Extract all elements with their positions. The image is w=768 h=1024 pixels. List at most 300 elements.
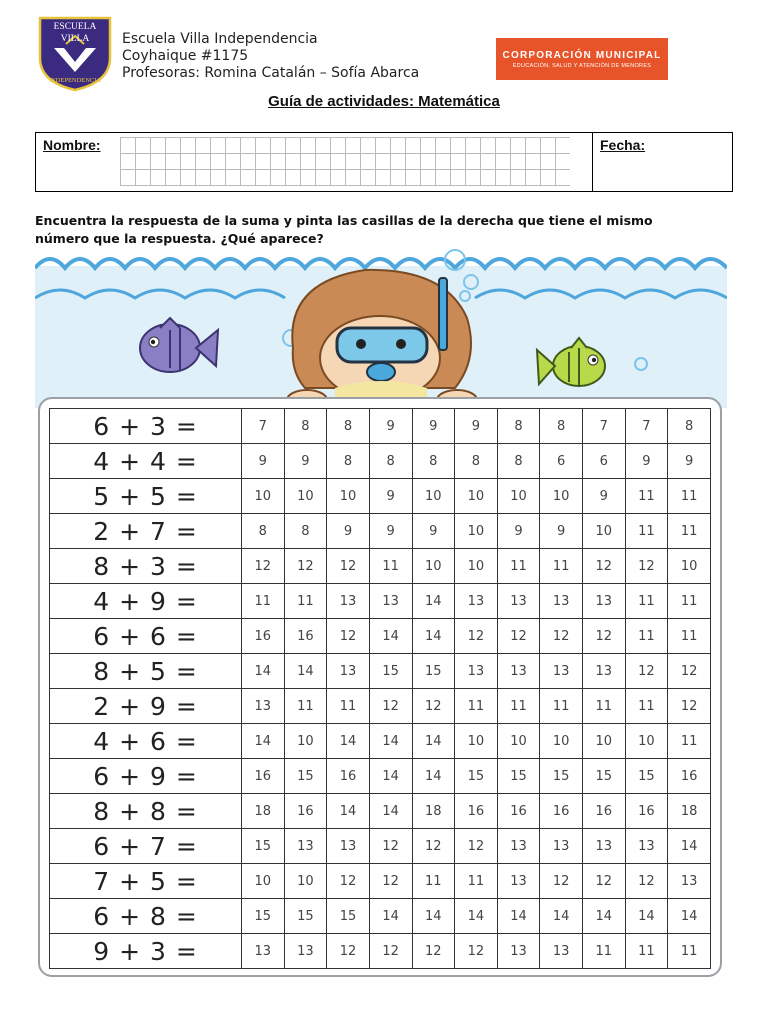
equation-cell: 6 + 7 =: [50, 829, 242, 864]
table-row: [50, 619, 711, 654]
letter-box: [526, 170, 541, 186]
number-cell[interactable]: 14: [412, 759, 455, 794]
letter-box: [121, 138, 136, 154]
letter-box: [121, 170, 136, 186]
number-cell[interactable]: 14: [412, 724, 455, 759]
number-cell[interactable]: 12: [583, 619, 626, 654]
letter-box: [226, 170, 241, 186]
number-cell[interactable]: 15: [455, 759, 498, 794]
number-cell[interactable]: 10: [625, 724, 668, 759]
number-cell[interactable]: 16: [625, 794, 668, 829]
number-cell[interactable]: 6: [583, 444, 626, 479]
number-cell[interactable]: 8: [455, 444, 498, 479]
crest-top-text: ESCUELA: [53, 22, 97, 32]
number-cell[interactable]: 12: [327, 934, 370, 969]
number-cell[interactable]: 9: [369, 479, 412, 514]
number-cell[interactable]: 13: [284, 934, 327, 969]
number-cell[interactable]: 9: [668, 444, 711, 479]
letter-box: [406, 138, 421, 154]
number-cell[interactable]: 18: [412, 794, 455, 829]
table-row: [50, 864, 711, 899]
page-title: Guía de actividades: Matemática: [268, 93, 500, 110]
number-cell[interactable]: 14: [284, 654, 327, 689]
letter-box: [451, 138, 466, 154]
table-row: [50, 654, 711, 689]
number-cell[interactable]: 13: [540, 934, 583, 969]
equation-cell: 4 + 4 =: [50, 444, 242, 479]
letter-box: [526, 154, 541, 170]
number-cell[interactable]: 12: [412, 689, 455, 724]
number-cell[interactable]: 8: [540, 409, 583, 444]
number-cell[interactable]: 15: [412, 654, 455, 689]
letter-box: [226, 154, 241, 170]
number-cell[interactable]: 12: [369, 934, 412, 969]
letter-box: [301, 154, 316, 170]
number-cell[interactable]: 13: [497, 864, 540, 899]
letter-box: [196, 154, 211, 170]
number-cell[interactable]: 14: [369, 759, 412, 794]
underwater-scene: [35, 248, 727, 408]
name-letter-grid[interactable]: [120, 137, 570, 187]
number-cell[interactable]: 11: [540, 689, 583, 724]
number-cell[interactable]: 14: [625, 899, 668, 934]
table-row: [50, 794, 711, 829]
number-cell[interactable]: 10: [455, 724, 498, 759]
number-cell[interactable]: 12: [412, 829, 455, 864]
letter-box: [196, 138, 211, 154]
number-cell[interactable]: 11: [583, 934, 626, 969]
letter-box: [376, 138, 391, 154]
number-cell[interactable]: 12: [455, 934, 498, 969]
number-cell[interactable]: 14: [369, 794, 412, 829]
number-cell[interactable]: 14: [242, 654, 285, 689]
equation-cell: 4 + 6 =: [50, 724, 242, 759]
number-cell[interactable]: 10: [668, 549, 711, 584]
number-cell[interactable]: 10: [455, 549, 498, 584]
number-cell[interactable]: 10: [327, 479, 370, 514]
letter-box: [466, 154, 481, 170]
number-cell[interactable]: 14: [369, 899, 412, 934]
letter-box: [211, 138, 226, 154]
number-cell[interactable]: 13: [583, 584, 626, 619]
letter-box: [136, 138, 151, 154]
number-cell[interactable]: 14: [455, 899, 498, 934]
number-cell[interactable]: 14: [369, 724, 412, 759]
letter-box: [241, 154, 256, 170]
teachers-line: Profesoras: Romina Catalán – Sofía Abarca: [122, 65, 420, 81]
number-cell[interactable]: 6: [540, 444, 583, 479]
letter-box: [346, 138, 361, 154]
number-cell[interactable]: 11: [242, 584, 285, 619]
table-row: [50, 899, 711, 934]
number-cell[interactable]: 15: [369, 654, 412, 689]
letter-box: [151, 170, 166, 186]
number-cell[interactable]: 16: [242, 759, 285, 794]
number-cell[interactable]: 16: [497, 794, 540, 829]
number-cell[interactable]: 10: [583, 514, 626, 549]
letter-box: [301, 138, 316, 154]
number-cell[interactable]: 9: [242, 444, 285, 479]
number-cell[interactable]: 15: [327, 899, 370, 934]
number-cell[interactable]: 16: [284, 619, 327, 654]
number-cell[interactable]: 12: [668, 689, 711, 724]
number-cell[interactable]: 10: [497, 479, 540, 514]
letter-box: [376, 170, 391, 186]
number-cell[interactable]: 13: [242, 689, 285, 724]
date-label: Fecha:: [600, 137, 646, 153]
number-cell[interactable]: 11: [668, 619, 711, 654]
number-cell[interactable]: 11: [625, 619, 668, 654]
letter-box: [361, 154, 376, 170]
number-cell[interactable]: 8: [284, 409, 327, 444]
number-cell[interactable]: 11: [583, 689, 626, 724]
number-cell[interactable]: 11: [455, 689, 498, 724]
number-cell[interactable]: 15: [540, 759, 583, 794]
number-cell[interactable]: 10: [455, 514, 498, 549]
corporation-logo-icon: [496, 38, 668, 80]
school-info: [122, 31, 419, 82]
number-cell[interactable]: 16: [540, 794, 583, 829]
equation-cell: 6 + 8 =: [50, 899, 242, 934]
table-row: [50, 409, 711, 444]
number-cell[interactable]: 10: [284, 864, 327, 899]
number-cell[interactable]: 9: [583, 479, 626, 514]
number-cell[interactable]: 11: [625, 584, 668, 619]
number-cell[interactable]: 9: [412, 514, 455, 549]
number-cell[interactable]: 8: [497, 444, 540, 479]
number-cell[interactable]: 8: [369, 444, 412, 479]
number-cell[interactable]: 16: [242, 619, 285, 654]
number-cell[interactable]: 10: [497, 724, 540, 759]
number-cell[interactable]: 8: [327, 444, 370, 479]
number-cell[interactable]: 15: [497, 759, 540, 794]
letter-box: [271, 138, 286, 154]
number-cell[interactable]: 7: [625, 409, 668, 444]
number-cell[interactable]: 13: [327, 584, 370, 619]
number-cell[interactable]: 12: [625, 549, 668, 584]
number-cell[interactable]: 14: [327, 794, 370, 829]
table-row: [50, 514, 711, 549]
number-cell[interactable]: 13: [242, 934, 285, 969]
table-row: [50, 759, 711, 794]
equation-cell: 9 + 3 =: [50, 934, 242, 969]
number-cell[interactable]: 12: [540, 619, 583, 654]
number-cell[interactable]: 12: [583, 549, 626, 584]
number-cell[interactable]: 10: [284, 479, 327, 514]
letter-box: [541, 138, 556, 154]
number-cell[interactable]: 9: [497, 514, 540, 549]
letter-box: [286, 138, 301, 154]
puzzle-table: [49, 408, 711, 969]
number-cell[interactable]: 14: [412, 899, 455, 934]
letter-box: [436, 154, 451, 170]
letter-box: [421, 154, 436, 170]
number-cell[interactable]: 11: [668, 724, 711, 759]
number-cell[interactable]: 13: [327, 829, 370, 864]
school-crest-icon: [36, 14, 114, 92]
letter-box: [511, 170, 526, 186]
number-cell[interactable]: 12: [625, 654, 668, 689]
number-cell[interactable]: 13: [583, 654, 626, 689]
letter-box: [436, 138, 451, 154]
letter-box: [331, 170, 346, 186]
letter-box: [346, 170, 361, 186]
number-cell[interactable]: 13: [540, 829, 583, 864]
letter-box: [541, 154, 556, 170]
school-name: Escuela Villa Independencia: [122, 31, 318, 47]
number-cell[interactable]: 13: [497, 584, 540, 619]
equation-cell: 2 + 7 =: [50, 514, 242, 549]
letter-box: [496, 154, 511, 170]
number-cell[interactable]: 8: [242, 514, 285, 549]
letter-box: [526, 138, 541, 154]
number-cell[interactable]: 11: [668, 514, 711, 549]
number-cell[interactable]: 11: [327, 689, 370, 724]
letter-box: [556, 154, 571, 170]
number-cell[interactable]: 10: [540, 479, 583, 514]
letter-box: [256, 154, 271, 170]
student-info-box: [35, 132, 733, 192]
number-cell[interactable]: 13: [284, 829, 327, 864]
letter-box: [211, 154, 226, 170]
letter-box: [181, 170, 196, 186]
equation-cell: 6 + 3 =: [50, 409, 242, 444]
equation-cell: 6 + 6 =: [50, 619, 242, 654]
number-cell[interactable]: 13: [327, 654, 370, 689]
number-cell[interactable]: 15: [242, 829, 285, 864]
number-cell[interactable]: 10: [455, 479, 498, 514]
letter-box: [301, 170, 316, 186]
letter-box: [481, 138, 496, 154]
table-row: [50, 479, 711, 514]
number-cell[interactable]: 14: [497, 899, 540, 934]
letter-box: [331, 154, 346, 170]
table-row: [50, 829, 711, 864]
number-cell[interactable]: 16: [668, 759, 711, 794]
number-cell[interactable]: 12: [497, 619, 540, 654]
letter-box: [496, 170, 511, 186]
letter-box: [466, 170, 481, 186]
letter-box: [316, 138, 331, 154]
number-cell[interactable]: 8: [412, 444, 455, 479]
equation-cell: 7 + 5 =: [50, 864, 242, 899]
number-cell[interactable]: 15: [583, 759, 626, 794]
number-cell[interactable]: 13: [625, 829, 668, 864]
number-cell[interactable]: 16: [284, 794, 327, 829]
letter-box: [241, 170, 256, 186]
number-cell[interactable]: 14: [412, 619, 455, 654]
number-cell[interactable]: 10: [242, 864, 285, 899]
number-cell[interactable]: 9: [369, 409, 412, 444]
number-cell[interactable]: 13: [540, 654, 583, 689]
letter-box: [556, 170, 571, 186]
number-cell[interactable]: 10: [284, 724, 327, 759]
number-cell[interactable]: 12: [455, 619, 498, 654]
number-cell[interactable]: 11: [625, 514, 668, 549]
number-cell[interactable]: 11: [497, 549, 540, 584]
number-cell[interactable]: 13: [497, 934, 540, 969]
number-cell[interactable]: 14: [327, 724, 370, 759]
number-cell[interactable]: 11: [412, 864, 455, 899]
letter-box: [286, 154, 301, 170]
letter-box: [451, 154, 466, 170]
number-cell[interactable]: 14: [668, 899, 711, 934]
letter-box: [376, 154, 391, 170]
letter-box: [166, 170, 181, 186]
number-cell[interactable]: 13: [668, 864, 711, 899]
number-cell[interactable]: 11: [369, 549, 412, 584]
equation-cell: 4 + 9 =: [50, 584, 242, 619]
number-cell[interactable]: 12: [369, 864, 412, 899]
number-cell[interactable]: 12: [583, 864, 626, 899]
number-cell[interactable]: 15: [284, 899, 327, 934]
letter-box: [136, 170, 151, 186]
letter-box: [166, 138, 181, 154]
number-cell[interactable]: 8: [497, 409, 540, 444]
number-cell[interactable]: 12: [284, 549, 327, 584]
letter-box: [286, 170, 301, 186]
number-cell[interactable]: 13: [540, 584, 583, 619]
number-cell[interactable]: 14: [369, 619, 412, 654]
number-cell[interactable]: 14: [412, 584, 455, 619]
number-cell[interactable]: 12: [327, 619, 370, 654]
number-cell[interactable]: 8: [668, 409, 711, 444]
letter-box: [556, 138, 571, 154]
number-cell[interactable]: 12: [625, 864, 668, 899]
number-cell[interactable]: 11: [625, 934, 668, 969]
number-cell[interactable]: 18: [668, 794, 711, 829]
number-cell[interactable]: 10: [412, 479, 455, 514]
number-cell[interactable]: 9: [412, 409, 455, 444]
letter-box: [406, 170, 421, 186]
number-cell[interactable]: 16: [583, 794, 626, 829]
number-cell[interactable]: 11: [284, 689, 327, 724]
letter-box: [511, 138, 526, 154]
number-cell[interactable]: 11: [625, 689, 668, 724]
number-cell[interactable]: 7: [583, 409, 626, 444]
number-cell[interactable]: 15: [625, 759, 668, 794]
number-cell[interactable]: 11: [668, 584, 711, 619]
number-cell[interactable]: 13: [497, 654, 540, 689]
number-cell[interactable]: 10: [412, 549, 455, 584]
number-cell[interactable]: 12: [412, 934, 455, 969]
number-cell[interactable]: 13: [455, 584, 498, 619]
letter-box: [121, 154, 136, 170]
number-cell[interactable]: 11: [497, 689, 540, 724]
number-cell[interactable]: 7: [242, 409, 285, 444]
number-cell[interactable]: 10: [583, 724, 626, 759]
number-cell[interactable]: 11: [625, 479, 668, 514]
number-cell[interactable]: 12: [668, 654, 711, 689]
number-cell[interactable]: 8: [284, 514, 327, 549]
table-row: [50, 934, 711, 969]
equation-cell: 2 + 9 =: [50, 689, 242, 724]
number-cell[interactable]: 11: [668, 479, 711, 514]
letter-box: [466, 138, 481, 154]
name-label: Nombre:: [43, 137, 101, 153]
letter-box: [271, 154, 286, 170]
table-row: [50, 584, 711, 619]
letter-box: [316, 154, 331, 170]
number-cell[interactable]: 18: [242, 794, 285, 829]
number-cell[interactable]: 10: [242, 479, 285, 514]
letter-box: [226, 138, 241, 154]
number-cell[interactable]: 13: [369, 584, 412, 619]
crest-middle-text: VILLA: [60, 34, 90, 44]
letter-box: [421, 138, 436, 154]
letter-box: [451, 170, 466, 186]
number-cell[interactable]: 12: [242, 549, 285, 584]
number-cell[interactable]: 14: [583, 899, 626, 934]
letter-box: [421, 170, 436, 186]
number-cell[interactable]: 9: [284, 444, 327, 479]
number-cell[interactable]: 11: [284, 584, 327, 619]
table-row: [50, 549, 711, 584]
equation-cell: 5 + 5 =: [50, 479, 242, 514]
number-cell[interactable]: 13: [497, 829, 540, 864]
letter-box: [256, 138, 271, 154]
letter-box: [541, 170, 556, 186]
number-cell[interactable]: 11: [540, 549, 583, 584]
corporation-subtitle: EDUCACIÓN, SALUD Y ATENCIÓN DE MENORES: [512, 63, 652, 69]
letter-box: [136, 154, 151, 170]
letter-box: [316, 170, 331, 186]
number-cell[interactable]: 10: [540, 724, 583, 759]
number-cell[interactable]: 13: [455, 654, 498, 689]
number-cell[interactable]: 12: [327, 864, 370, 899]
number-cell[interactable]: 14: [242, 724, 285, 759]
table-row: [50, 444, 711, 479]
number-cell[interactable]: 15: [242, 899, 285, 934]
number-cell[interactable]: 9: [625, 444, 668, 479]
number-cell[interactable]: 9: [540, 514, 583, 549]
number-cell[interactable]: 13: [583, 829, 626, 864]
letter-box: [151, 138, 166, 154]
number-cell[interactable]: 16: [327, 759, 370, 794]
letter-box: [481, 154, 496, 170]
letter-box: [391, 170, 406, 186]
letter-box: [241, 138, 256, 154]
number-cell[interactable]: 11: [455, 864, 498, 899]
number-cell[interactable]: 8: [327, 409, 370, 444]
number-cell[interactable]: 12: [455, 829, 498, 864]
number-cell[interactable]: 9: [455, 409, 498, 444]
number-cell[interactable]: 9: [369, 514, 412, 549]
instructions-text: Encuentra la respuesta de la suma y pinta las casillas de la derecha que tiene el mismo número que la respuesta. ¿Qué aparece?: [35, 213, 653, 246]
number-cell[interactable]: 14: [540, 899, 583, 934]
crest-bottom-text: INDEPENDENCIA: [48, 77, 102, 84]
number-cell[interactable]: 12: [369, 689, 412, 724]
letter-box: [361, 170, 376, 186]
number-cell[interactable]: 12: [327, 549, 370, 584]
letter-box: [211, 170, 226, 186]
letter-box: [361, 138, 376, 154]
letter-box: [256, 170, 271, 186]
letter-box: [196, 170, 211, 186]
letter-box: [166, 154, 181, 170]
number-cell[interactable]: 14: [668, 829, 711, 864]
number-cell[interactable]: 12: [369, 829, 412, 864]
number-cell[interactable]: 15: [284, 759, 327, 794]
number-cell[interactable]: 11: [668, 934, 711, 969]
box-divider: [592, 133, 593, 191]
letter-box: [271, 170, 286, 186]
equation-cell: 8 + 8 =: [50, 794, 242, 829]
number-cell[interactable]: 12: [540, 864, 583, 899]
letter-box: [181, 138, 196, 154]
number-cell[interactable]: 9: [327, 514, 370, 549]
number-cell[interactable]: 16: [455, 794, 498, 829]
